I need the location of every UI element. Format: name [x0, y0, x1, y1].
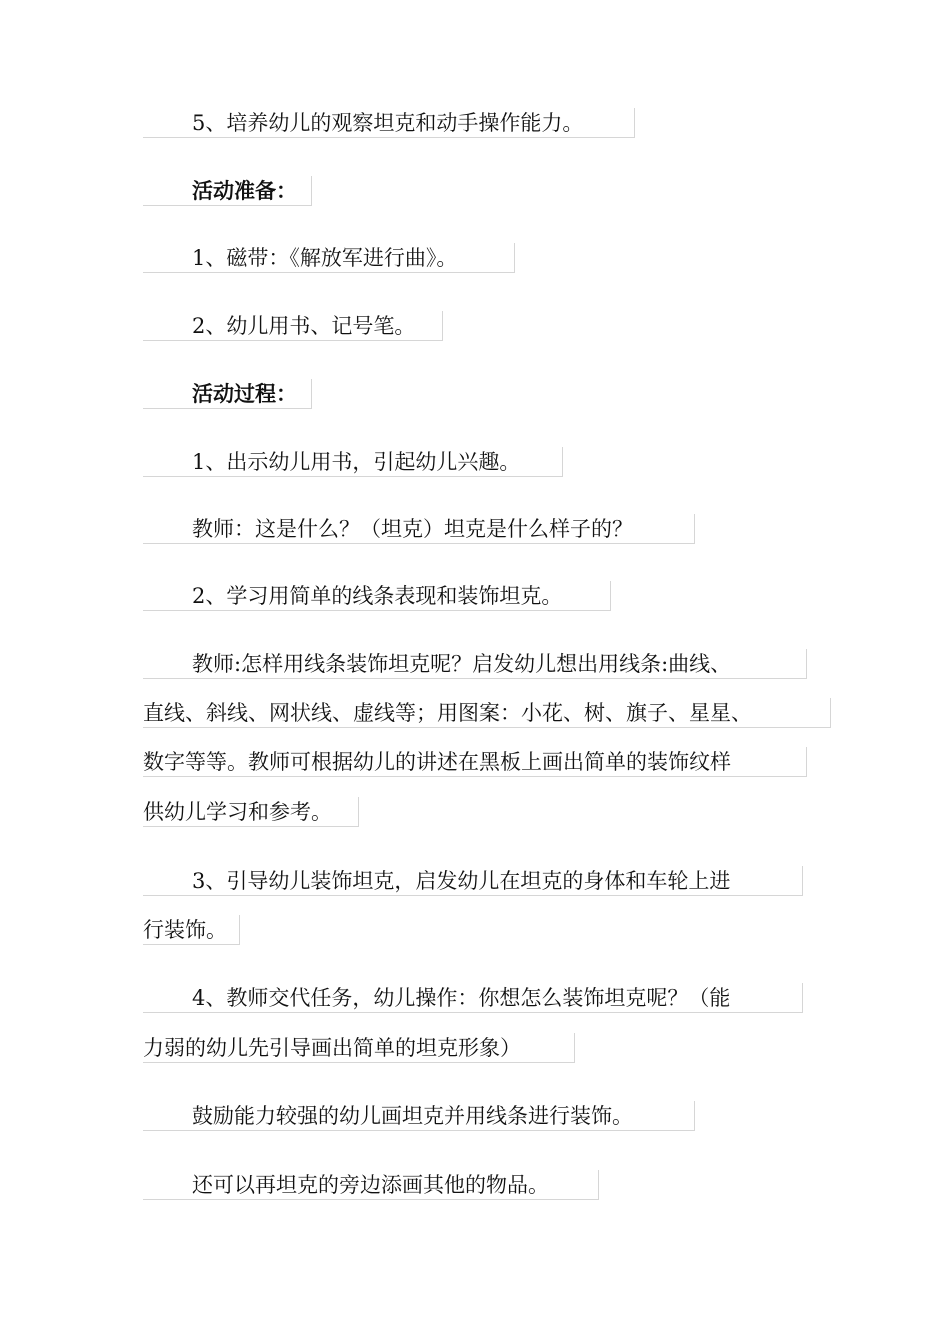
teacher-guidance-line-4: 供幼儿学习和参考。 [143, 797, 359, 827]
teacher-guidance-line-3: 数字等等。教师可根据幼儿的讲述在黑板上画出简单的装饰纹样 [143, 747, 807, 777]
section-heading-preparation: 活动准备： [143, 176, 312, 206]
process-step-1: 1、出示幼儿用书，引起幼儿兴趣。 [143, 447, 563, 477]
process-step-3-line-2: 行装饰。 [143, 915, 240, 945]
encourage-note: 鼓励能力较强的幼儿画坦克并用线条进行装饰。 [143, 1101, 695, 1131]
process-step-2: 2、学习用简单的线条表现和装饰坦克。 [143, 581, 611, 611]
preparation-item-2: 2、幼儿用书、记号笔。 [143, 311, 443, 341]
goal-item-5: 5、培养幼儿的观察坦克和动手操作能力。 [143, 108, 635, 138]
teacher-guidance-line-1: 教师:怎样用线条装饰坦克呢？启发幼儿想出用线条:曲线、 [143, 649, 807, 679]
additional-note: 还可以再坦克的旁边添画其他的物品。 [143, 1170, 599, 1200]
process-step-4-line-1: 4、教师交代任务，幼儿操作：你想怎么装饰坦克呢？（能 [143, 983, 803, 1013]
process-step-3-line-1: 3、引导幼儿装饰坦克，启发幼儿在坦克的身体和车轮上进 [143, 866, 803, 896]
teacher-guidance-line-2: 直线、斜线、网状线、虚线等；用图案：小花、树、旗子、星星、 [143, 698, 831, 728]
preparation-item-1: 1、磁带：《解放军进行曲》。 [143, 243, 515, 273]
section-heading-process: 活动过程： [143, 379, 312, 409]
teacher-question-1: 教师：这是什么？（坦克）坦克是什么样子的？ [143, 514, 695, 544]
process-step-4-line-2: 力弱的幼儿先引导画出简单的坦克形象） [143, 1033, 575, 1063]
